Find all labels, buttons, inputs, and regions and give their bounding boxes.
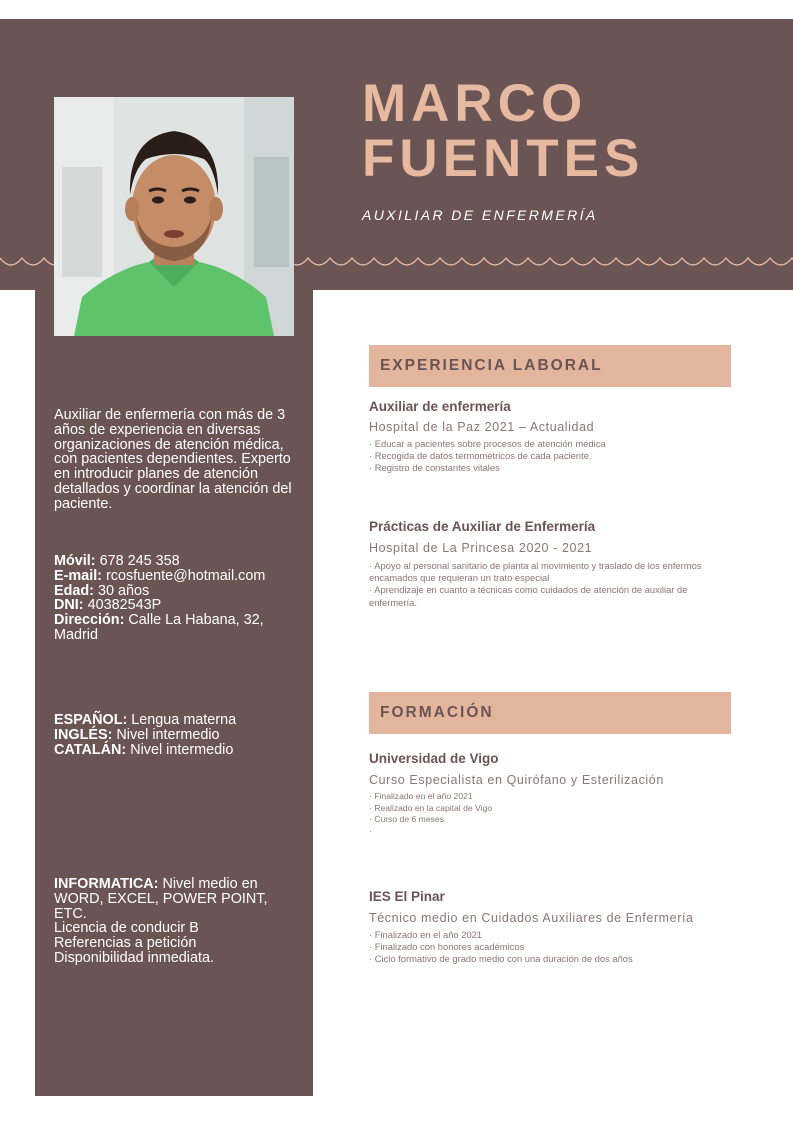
first-name: MARCO <box>362 74 588 133</box>
education-heading: FORMACIÓN <box>369 692 731 734</box>
job-title: AUXILIAR DE ENFERMERÍA <box>362 207 598 223</box>
contact-email: E-mail: rcosfuente@hotmail.com <box>54 567 266 584</box>
experience-bullet: · Aprendizaje en cuanto a técnicas como cuidados de atención de auxiliar de enfermería. <box>369 584 688 608</box>
experience-org: Hospital de La Princesa 2020 - 2021 <box>369 541 593 555</box>
education-item <box>369 751 734 837</box>
skill-license: Licencia de conducir B <box>54 920 199 937</box>
profile-photo <box>54 97 294 336</box>
language-spanish: ESPAÑOL: Lengua materna <box>54 712 237 728</box>
education-bullet: · Finalizado en el año 2021 <box>369 791 473 801</box>
education-title: Universidad de Vigo <box>369 751 499 766</box>
contact-dni: DNI: 40382543P <box>54 597 162 614</box>
experience-bullet: · Recogida de datos termométricos de cada paciente. <box>369 450 592 462</box>
skills-block <box>54 877 304 966</box>
skill-availability: Disponibilidad inmediata. <box>54 949 214 966</box>
skill-references: Referencias a petición <box>54 935 197 952</box>
skill-informatica: INFORMATICA: Nivel medio en WORD, EXCEL, POWER POINT, ETC. <box>54 876 268 922</box>
experience-bullet: · Apoyo al personal sanitario de planta al movimiento y traslado de los enfermos encamados que requieran un trato especial <box>369 560 702 584</box>
education-item <box>369 889 734 966</box>
experience-org: Hospital de la Paz 2021 – Actualidad <box>369 420 595 434</box>
education-bullet: · Finalizado en el año 2021 <box>369 929 483 940</box>
experience-bullet: · Educar a pacientes sobre procesos de atención médica <box>369 438 606 449</box>
last-name: FUENTES <box>362 129 645 188</box>
education-title: IES El Pinar <box>369 889 445 904</box>
contact-block <box>54 554 304 643</box>
experience-title: Prácticas de Auxiliar de Enfermería <box>369 519 596 534</box>
education-bullet: · Realizado en la capital de Vigo <box>369 802 493 813</box>
education-bullet: · Ciclo formativo de grado medio con una duración de dos años <box>369 953 633 965</box>
experience-item <box>369 519 734 609</box>
experience-title: Auxiliar de enfermería <box>369 399 511 414</box>
contact-age: Edad: 30 años <box>54 582 150 599</box>
language-english: INGLÉS: Nivel intermedio <box>54 726 220 743</box>
experience-item <box>369 399 734 475</box>
education-org: Curso Especialista en Quirófano y Esterilización <box>369 773 664 787</box>
language-catalan: CATALÁN: Nivel intermedio <box>54 741 234 758</box>
education-org: Técnico medio en Cuidados Auxiliares de Enfermería <box>369 911 694 925</box>
experience-heading: EXPERIENCIA LABORAL <box>369 345 731 387</box>
contact-phone: Móvil: 678 245 358 <box>54 553 180 569</box>
education-bullet: · <box>369 825 372 836</box>
education-bullet: · Finalizado con honores académicos <box>369 941 525 953</box>
experience-bullet: · Registro de constantes vitales <box>369 462 500 474</box>
contact-address: Dirección: Calle La Habana, 32, Madrid <box>54 612 264 643</box>
education-bullet: · Curso de 6 meses <box>369 814 444 825</box>
candidate-name <box>362 76 644 186</box>
profile-summary: Auxiliar de enfermería con más de 3 años de experiencia en diversas organizaciones de atención médica, con pacientes dependientes. Experto en introducir planes de atención detallados y coordinar la atención del paciente. <box>54 407 292 512</box>
languages-block <box>54 713 304 757</box>
